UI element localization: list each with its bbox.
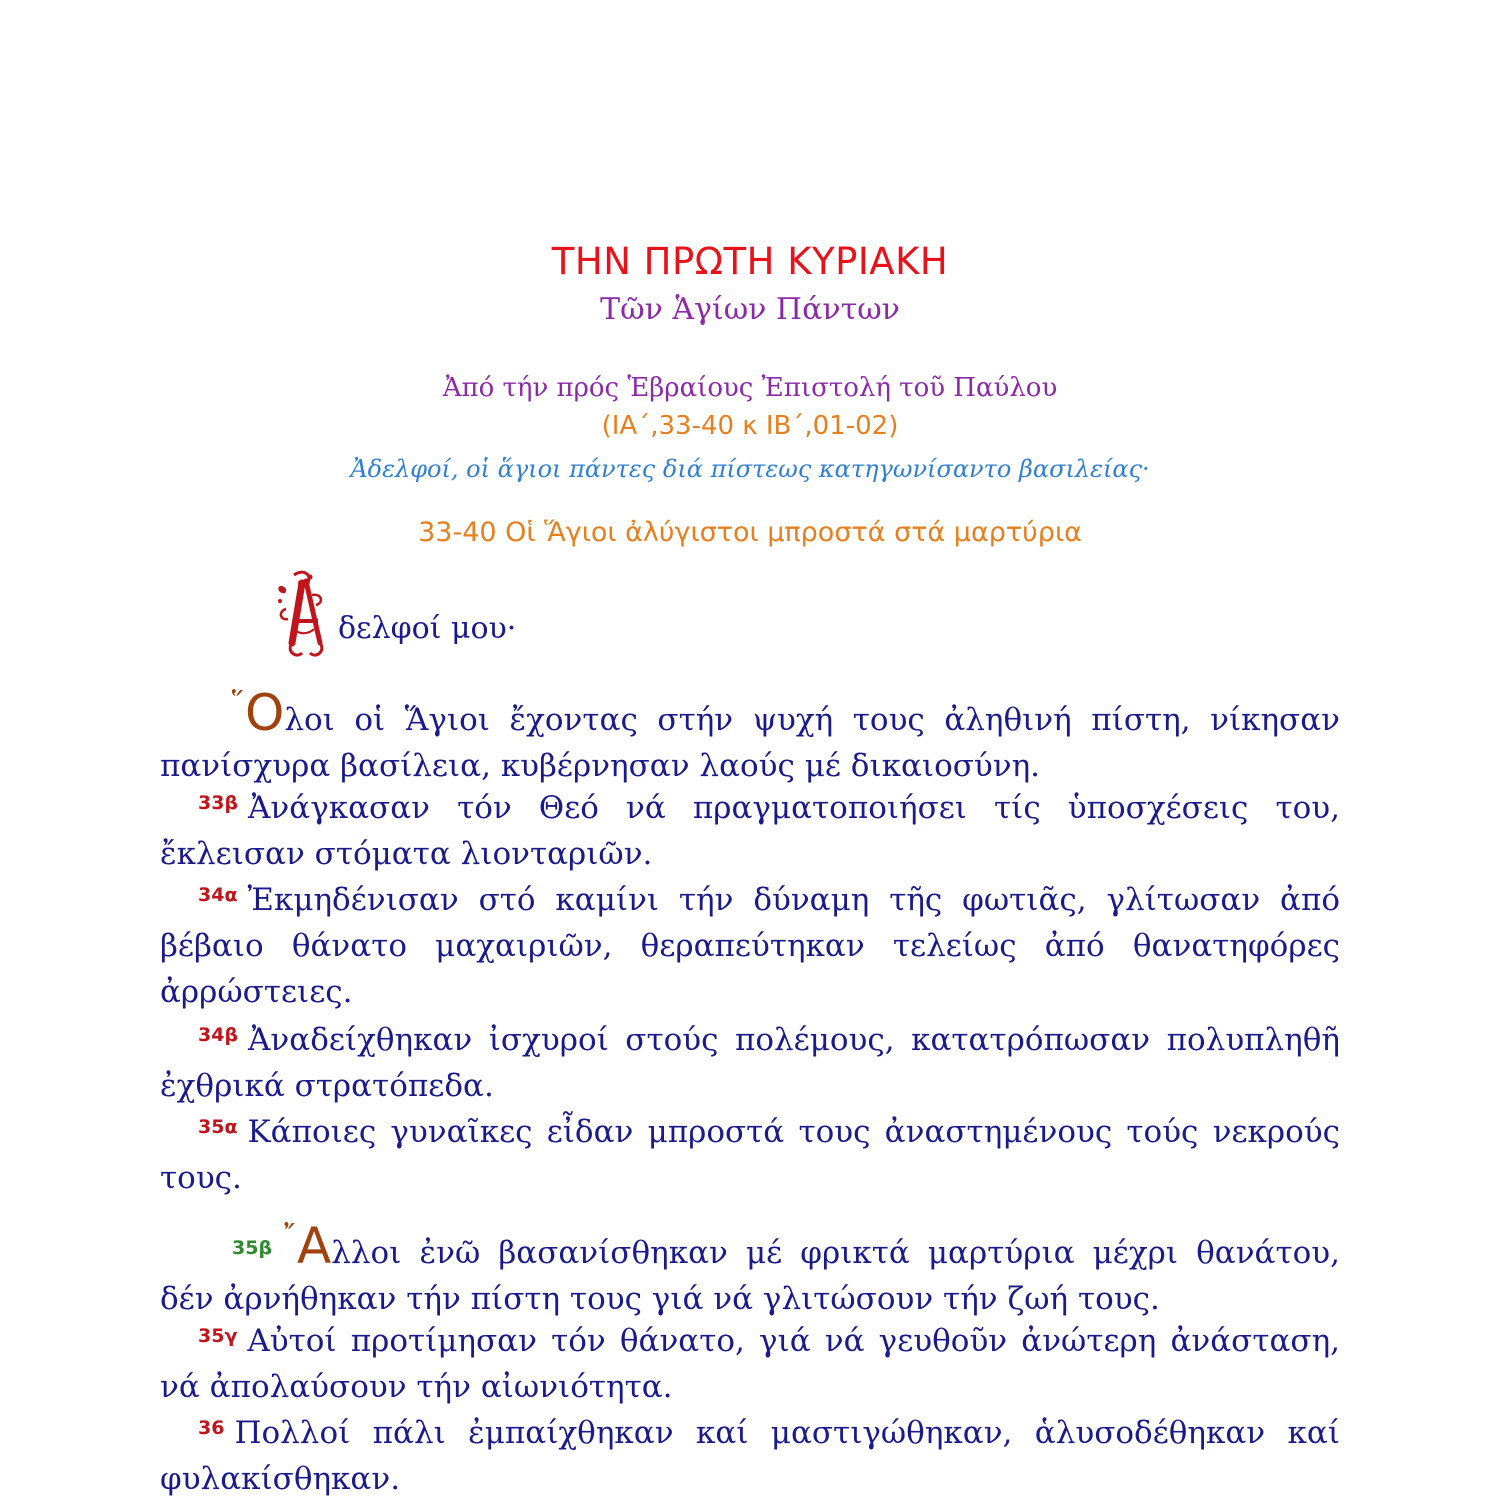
dropcap-accent: ῞ (230, 687, 245, 722)
verse-number: 35γ (198, 1325, 238, 1347)
verse-paragraph (160, 1104, 1340, 1201)
verse-paragraph (160, 682, 1340, 789)
reading-source: Ἀπό τήν πρός Ἑβραίους Ἐπιστολή τοῦ Παύλου (442, 373, 1058, 403)
dropcap-letter: Α (297, 1217, 332, 1275)
verse-paragraph (160, 1313, 1340, 1410)
verse-number: 35β (232, 1237, 273, 1259)
greeting-text: δελφοί μου· (338, 611, 517, 646)
verse-text: Αὐτοί προτίμησαν τόν θάνατο, γιά νά γευθοῦν ἀνώτερη ἀνάσταση, νά ἀπολαύσουν τήν αἰωνιότητα. (160, 1323, 1340, 1405)
verse-number: 35α (198, 1116, 238, 1138)
dropcap-accent: ῎ (282, 1220, 298, 1255)
verse-text: Ἀναδείχθηκαν ἰσχυροί στούς πολέμους, κατατρόπωσαν πολυπληθῆ ἐχθρικά στρατόπεδα. (160, 1022, 1340, 1104)
reading-intro: Ἀδελφοί, οἱ ἅγιοι πάντες διά πίστεως κατηγωνίσαντο βασιλείας· (350, 455, 1150, 483)
verse-text: λοι οἱ Ἅγιοι ἔχοντας στήν ψυχή τους ἀληθινή πίστη, νίκησαν πανίσχυρα βασίλεια, κυβέρνησαν λαούς μέ δικαιοσύνη. (160, 702, 1340, 784)
verse-text: Ἐκμηδένισαν στό καμίνι τήν δύναμη τῆς φωτιᾶς, γλίτωσαν ἀπό βέβαιο θάνατο μαχαιριῶν, θεραπεύτηκαν τελείως ἀπό θανατηφόρες ἀρρώστειες. (160, 882, 1340, 1010)
section-heading: 33-40 Οἱ Ἅγιοι ἀλύγιστοι μπροστά στά μαρτύρια (418, 517, 1082, 548)
reading-reference: (ΙΑ΄,33-40 κ ΙΒ΄,01-02) (601, 411, 899, 441)
verse-paragraph (160, 872, 1340, 1015)
verse-number: 34β (198, 1024, 239, 1046)
verse-paragraph (160, 1012, 1340, 1109)
verse-paragraph (160, 1405, 1340, 1502)
verse-paragraph (160, 1215, 1340, 1322)
verse-number: 36 (198, 1417, 225, 1439)
verse-paragraph (160, 780, 1340, 877)
ornamental-initial-alpha-icon (272, 565, 336, 661)
page-subtitle: Τῶν Ἁγίων Πάντων (600, 292, 900, 327)
dropcap-letter: Ο (245, 684, 285, 742)
verse-number: 34α (198, 884, 238, 906)
verse-text: λλοι ἐνῶ βασανίσθηκαν μέ φρικτά μαρτύρια μέχρι θανάτου, δέν ἀρνήθηκαν τήν πίστη τους γιά νά γλιτώσουν τήν ζωή τους. (160, 1235, 1340, 1317)
verse-number: 33β (198, 792, 239, 814)
page-title: ΤΗΝ ΠΡΩΤΗ ΚΥΡΙΑΚΗ (551, 240, 949, 283)
verse-text: Κάποιες γυναῖκες εἶδαν μπροστά τους ἀναστημένους τούς νεκρούς τους. (160, 1114, 1340, 1196)
verse-text: Πολλοί πάλι ἐμπαίχθηκαν καί μαστιγώθηκαν, ἁλυσοδέθηκαν καί φυλακίσθηκαν. (160, 1415, 1340, 1497)
verse-text: Ἀνάγκασαν τόν Θεό νά πραγματοποιήσει τίς ὑποσχέσεις του, ἔκλεισαν στόματα λιονταριῶν. (160, 790, 1340, 872)
